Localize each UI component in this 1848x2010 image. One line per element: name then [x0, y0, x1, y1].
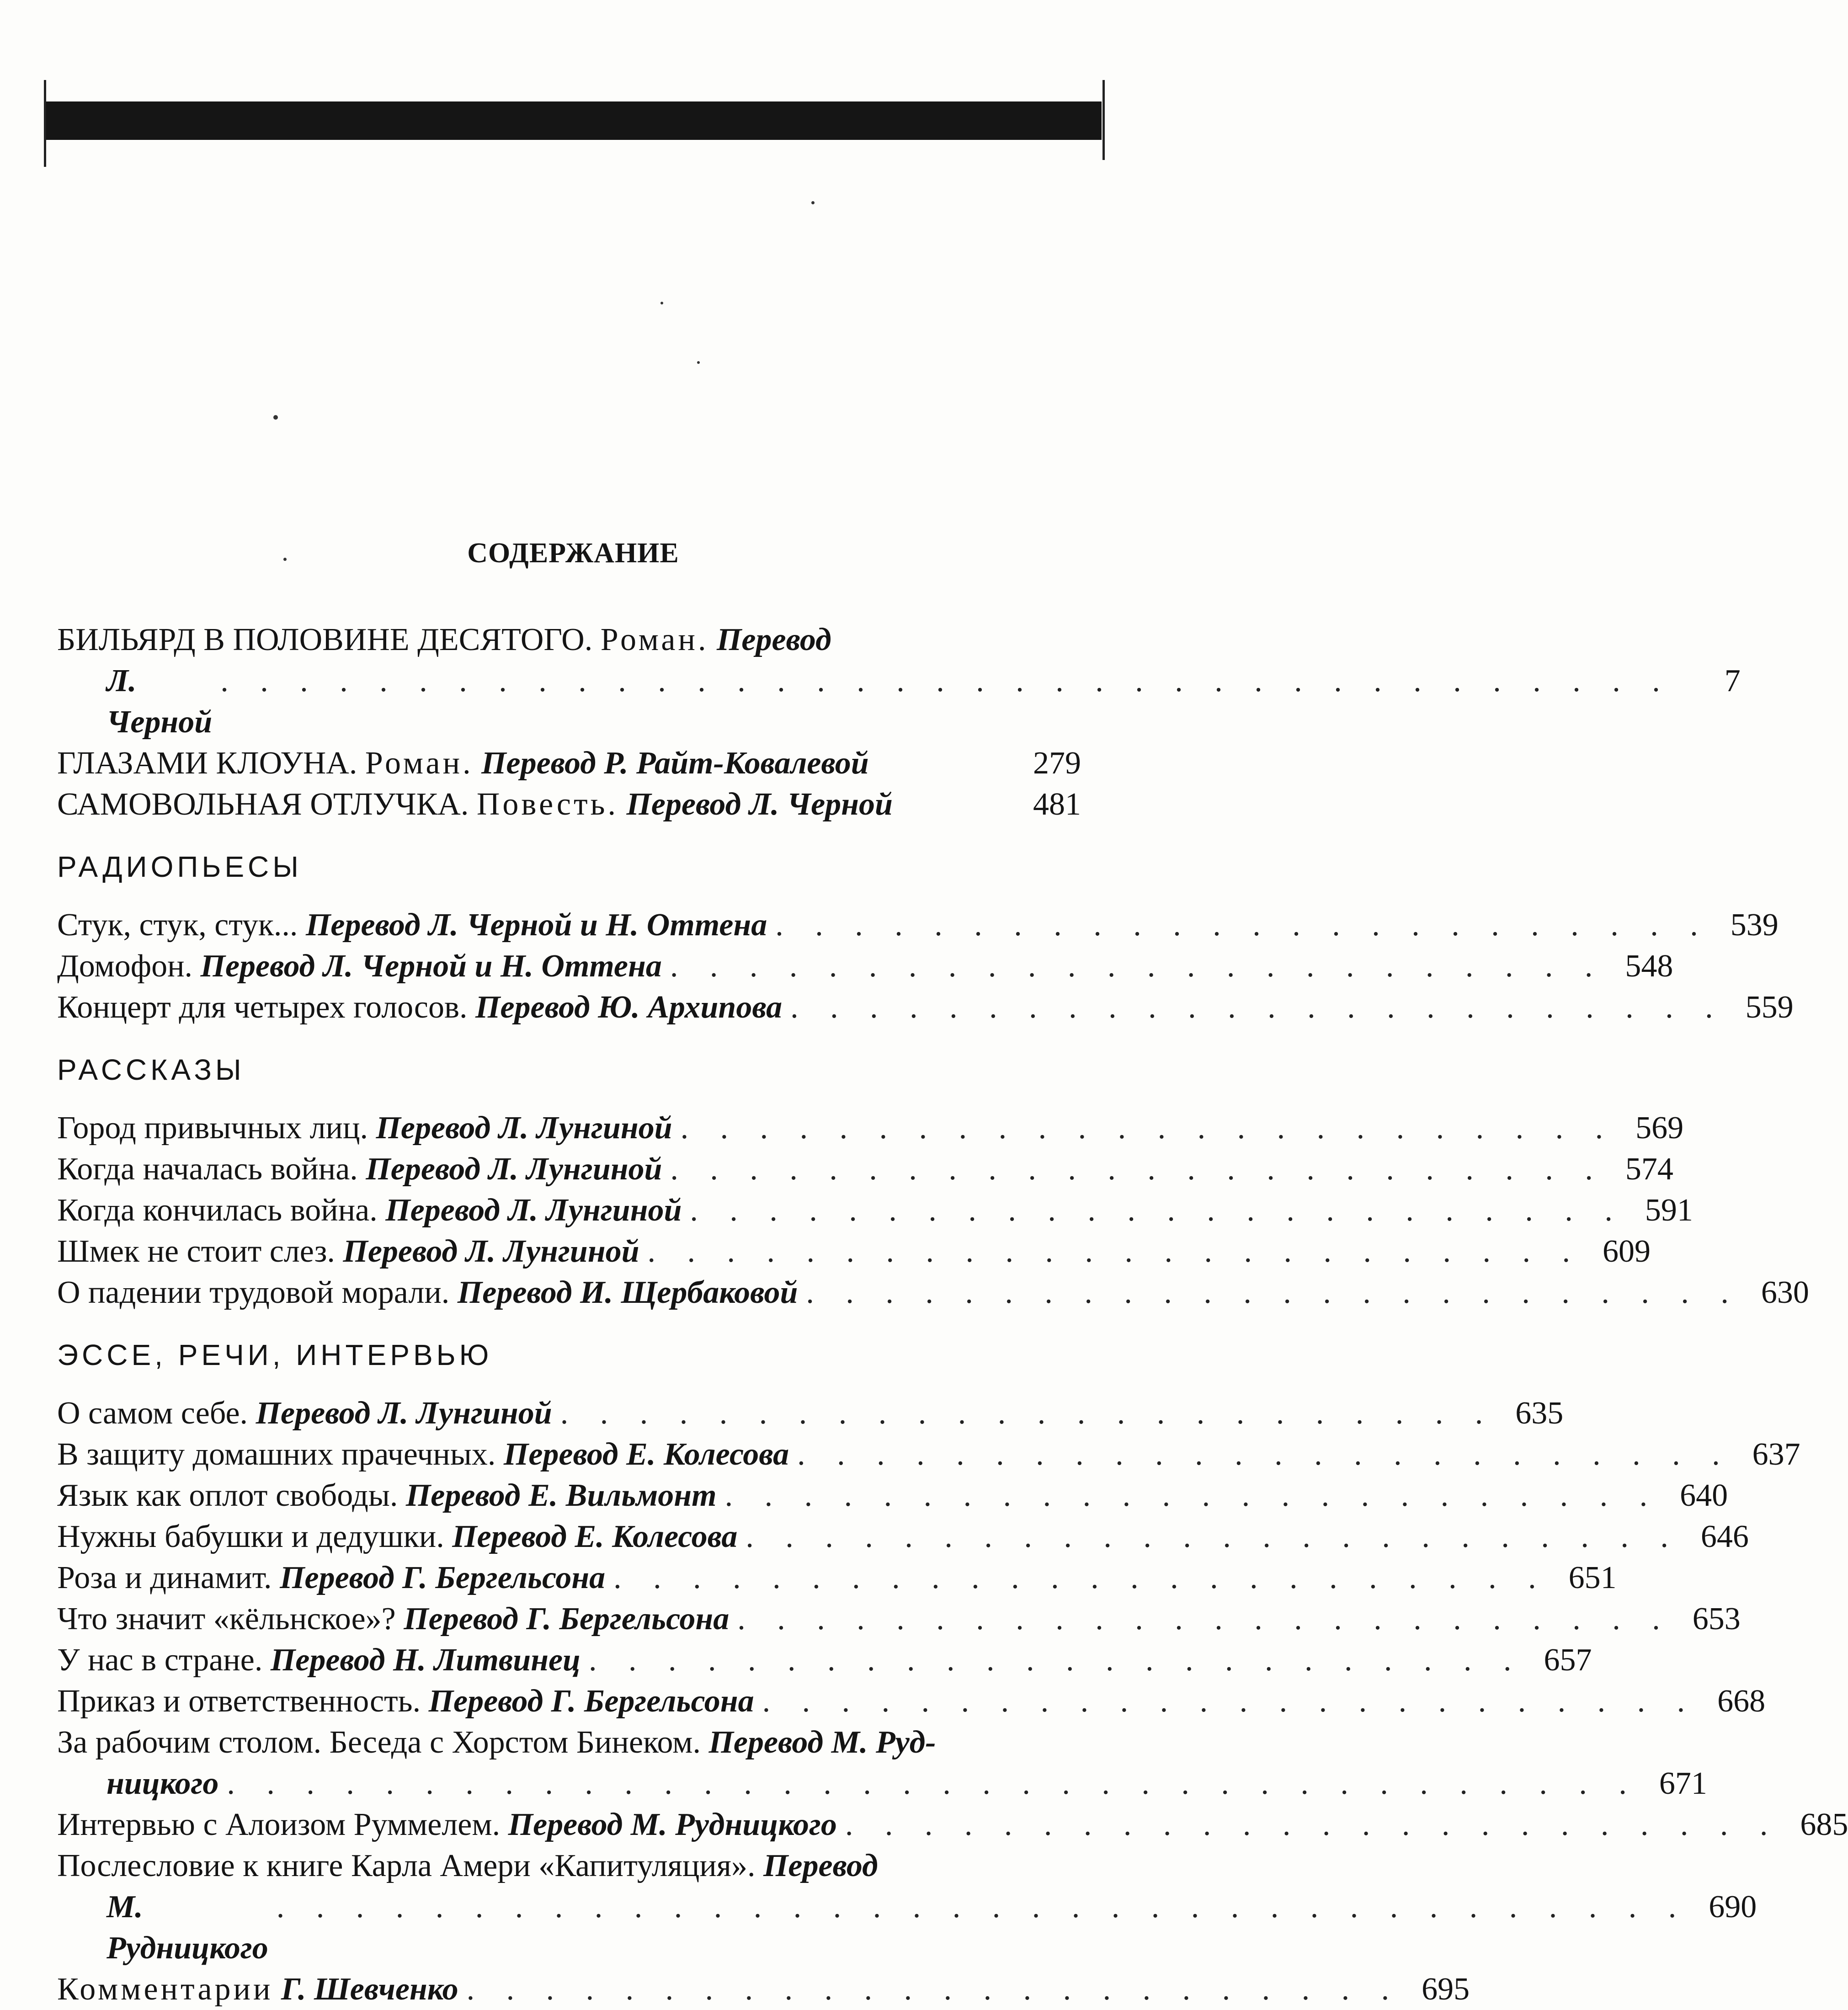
left-edge-mark — [44, 80, 46, 167]
stories-list — [57, 1108, 1809, 1313]
entry-title: Город привычных лиц. — [57, 1110, 368, 1146]
entry-genre: Роман. — [600, 622, 709, 657]
entry-title: Роза и динамит. — [57, 1560, 272, 1595]
section-heading-radio: РАДИОПЬЕСЫ — [57, 850, 302, 883]
entry-translator: Перевод Е. Вильмонт — [405, 1478, 717, 1513]
leader-dots: . . . . . . . . . . . . . . . . . . . . . . . . — [845, 1807, 1780, 1842]
section-heading-stories: РАССКАЗЫ — [57, 1053, 245, 1086]
toc-entry — [57, 743, 1081, 784]
entry-title: Приказ и ответственность. — [57, 1684, 421, 1719]
entry-translator: Перевод Л. Черной и Н. Оттена — [305, 907, 767, 943]
leader-dots: . . . . . . . . . . . . . . . . . . . . . . . . . . . . . . . . . . . . . — [220, 663, 1672, 698]
toc-entry — [57, 1231, 1651, 1272]
page-title: СОДЕРЖАНИЕ — [467, 538, 679, 569]
entry-translator: Перевод Л. Лунгиной — [366, 1152, 662, 1187]
entry-translator: Перевод Ю. Архипова — [475, 990, 783, 1025]
entry-page: 7 — [1724, 663, 1741, 698]
entry-title: У нас в стране. — [57, 1642, 263, 1678]
entry-translator: Перевод — [763, 1848, 878, 1883]
toc-entry — [57, 987, 1794, 1028]
toc-entry — [57, 1434, 1800, 1475]
toc-entry — [57, 1516, 1749, 1557]
toc-entry — [57, 1640, 1592, 1681]
leader-dots: . . . . . . . . . . . . . . . . . . . . . . . . — [466, 1972, 1401, 2007]
entry-page: 591 — [1645, 1193, 1693, 1228]
entry-translator: Перевод М. Рудницкого — [508, 1807, 837, 1842]
essays-list — [57, 1393, 1848, 2010]
entry-translator: Перевод Л. Лунгиной — [256, 1396, 552, 1431]
entry-title: БИЛЬЯРД В ПОЛОВИНЕ ДЕСЯТОГО. — [57, 622, 593, 657]
toc-entry — [57, 1149, 1673, 1190]
entry-page: 646 — [1700, 1519, 1749, 1554]
entry-title: Концерт для четырех голосов. — [57, 990, 468, 1025]
leader-dots: . . . . . . . . . . . . . . . . . . . . . . . . — [762, 1684, 1697, 1719]
right-edge-mark — [1102, 80, 1105, 160]
entry-title: Послесловие к книге Карла Амери «Капитуляция». — [57, 1848, 756, 1883]
leader-dots: . . . . . . . . . . . . . . . . . . . . . . . . — [806, 1275, 1741, 1310]
entry-title: Комментарии — [57, 1972, 273, 2007]
entry-title: Шмек не стоит слез. — [57, 1234, 335, 1269]
leader-dots: . . . . . . . . . . . . . . . . . . . . . . . . — [746, 1519, 1680, 1554]
leader-dots: . . . . . . . . . . . . . . . . . . . . . . . . — [797, 1437, 1732, 1472]
entry-genre: Роман. — [365, 746, 474, 781]
entry-title: Стук, стук, стук... — [57, 907, 298, 943]
entry-translator: Перевод Л. Лунгиной — [376, 1110, 672, 1146]
leader-dots: . . . . . . . . . . . . . . . . . . . . . . . . — [647, 1234, 1582, 1269]
entry-title: О падении трудовой морали. — [57, 1275, 450, 1310]
leader-dots: . . . . . . . . . . . . . . . . . . . . . . . . — [670, 949, 1605, 984]
entry-title: Язык как оплот свободы. — [57, 1478, 398, 1513]
entry-translator: Перевод М. Руд- — [708, 1725, 936, 1760]
leader-dots: . . . . . . . . . . . . . . . . . . . . . . . . . . . . . . . . . . . . — [227, 1766, 1639, 1801]
entry-translator: Перевод Л. Черной — [626, 787, 893, 822]
entry-translator: Перевод — [716, 622, 831, 657]
entry-page: 637 — [1752, 1437, 1800, 1472]
entry-translator: Перевод Г. Бергельсона — [280, 1560, 606, 1595]
speck — [697, 361, 700, 364]
entry-page: 653 — [1692, 1601, 1741, 1637]
toc-entry — [57, 1272, 1809, 1313]
toc-entry — [57, 1845, 1757, 1969]
toc-entry — [57, 619, 1741, 743]
entry-title: САМОВОЛЬНАЯ ОТЛУЧКА. — [57, 787, 469, 822]
entry-translator: Перевод Е. Колесова — [503, 1437, 789, 1472]
entry-translator-cont: Л. Черной — [107, 663, 213, 740]
toc-entry — [57, 1804, 1848, 1845]
entry-page: 635 — [1515, 1396, 1564, 1431]
entry-title: О самом себе. — [57, 1396, 248, 1431]
leader-dots: . . . . . . . . . . . . . . . . . . . . . . . . . . . . . . . . . . . . — [276, 1889, 1688, 1925]
toc-entry — [57, 1599, 1741, 1640]
leader-dots: . . . . . . . . . . . . . . . . . . . . . . . . — [680, 1110, 1615, 1146]
leader-dots: . . . . . . . . . . . . . . . . . . . . . . . . — [790, 990, 1725, 1025]
leader-dots: . . . . . . . . . . . . . . . . . . . . . . . . — [737, 1601, 1672, 1637]
entry-page: 574 — [1625, 1152, 1673, 1187]
toc-entry — [57, 784, 1081, 825]
entry-title: В защиту домашних прачечных. — [57, 1437, 496, 1472]
entry-title: За рабочим столом. Беседа с Хорстом Бинеком. — [57, 1725, 701, 1760]
entry-page: 279 — [1033, 746, 1081, 781]
entry-page: 685 — [1800, 1807, 1848, 1842]
entry-title: Интервью с Алоизом Руммелем. — [57, 1807, 501, 1842]
speck — [660, 302, 663, 304]
entry-translator: Перевод Л. Черной и Н. Оттена — [200, 949, 662, 984]
leader-dots: . . . . . . . . . . . . . . . . . . . . . . . . — [560, 1396, 1495, 1431]
entry-title: Что значит «кёльнское»? — [57, 1601, 396, 1637]
entry-page: 539 — [1730, 907, 1779, 943]
entry-title: ГЛАЗАМИ КЛОУНА. — [57, 746, 357, 781]
leader-dots: . . . . . . . . . . . . . . . . . . . . . . . . — [670, 1152, 1605, 1187]
entry-genre: Повесть. — [476, 787, 618, 822]
toc-entry — [57, 1190, 1693, 1231]
toc-entry — [57, 1722, 1707, 1804]
toc-entry — [57, 1475, 1728, 1516]
entry-translator: Перевод Г. Бергельсона — [428, 1684, 754, 1719]
toc-entry — [57, 946, 1673, 987]
leader-dots: . . . . . . . . . . . . . . . . . . . . . . . . — [589, 1642, 1523, 1678]
entry-page: 657 — [1544, 1642, 1592, 1678]
entry-page: 690 — [1709, 1889, 1757, 1925]
toc-entry — [57, 1681, 1766, 1722]
entry-page: 671 — [1659, 1766, 1707, 1801]
speck — [811, 201, 815, 204]
entry-translator: Перевод Н. Литвинец — [270, 1642, 580, 1678]
section-heading-essays: ЭССЕ, РЕЧИ, ИНТЕРВЬЮ — [57, 1338, 493, 1371]
entry-page: 548 — [1625, 949, 1673, 984]
radio-list — [57, 905, 1794, 1028]
entry-translator: Г. Шевченко — [281, 1972, 458, 2007]
toc-entry — [57, 1557, 1617, 1599]
entry-translator: Перевод Л. Лунгиной — [385, 1193, 682, 1228]
entry-title: Домофон. — [57, 949, 193, 984]
toc-entry — [57, 905, 1779, 946]
speck — [273, 415, 278, 420]
entry-title: Когда началась война. — [57, 1152, 358, 1187]
entry-translator: Перевод Г. Бергельсона — [404, 1601, 730, 1637]
entry-page: 695 — [1422, 1972, 1470, 2007]
entry-page: 559 — [1745, 990, 1794, 1025]
leader-dots: . . . . . . . . . . . . . . . . . . . . . . . . — [775, 907, 1710, 943]
entry-translator: Перевод Е. Колесова — [452, 1519, 738, 1554]
toc-entry — [57, 1393, 1564, 1434]
header-rule — [46, 101, 1102, 140]
entry-translator: Перевод Р. Райт-Ковалевой — [481, 746, 869, 781]
toc-entry-commentary — [57, 1969, 1470, 2010]
entry-page: 481 — [1033, 787, 1081, 822]
entry-translator: Перевод И. Щербаковой — [457, 1275, 798, 1310]
entry-translator: Перевод Л. Лунгиной — [343, 1234, 639, 1269]
entry-title: Когда кончилась война. — [57, 1193, 378, 1228]
entry-page: 569 — [1635, 1110, 1684, 1146]
entry-title: Нужны бабушки и дедушки. — [57, 1519, 444, 1554]
leader-dots: . . . . . . . . . . . . . . . . . . . . . . . . — [690, 1193, 1624, 1228]
entry-page: 651 — [1568, 1560, 1617, 1595]
entry-translator-cont: ницкого — [107, 1766, 219, 1801]
entry-page: 640 — [1680, 1478, 1728, 1513]
entry-translator-cont: М. Рудницкого — [107, 1889, 268, 1966]
entry-page: 668 — [1717, 1684, 1766, 1719]
toc-entry — [57, 1108, 1684, 1149]
entry-page: 609 — [1603, 1234, 1651, 1269]
entry-page: 630 — [1761, 1275, 1809, 1310]
leader-dots: . . . . . . . . . . . . . . . . . . . . . . . . — [613, 1560, 1548, 1595]
table-of-contents — [57, 619, 1848, 2010]
leader-dots: . . . . . . . . . . . . . . . . . . . . . . . . — [724, 1478, 1660, 1513]
